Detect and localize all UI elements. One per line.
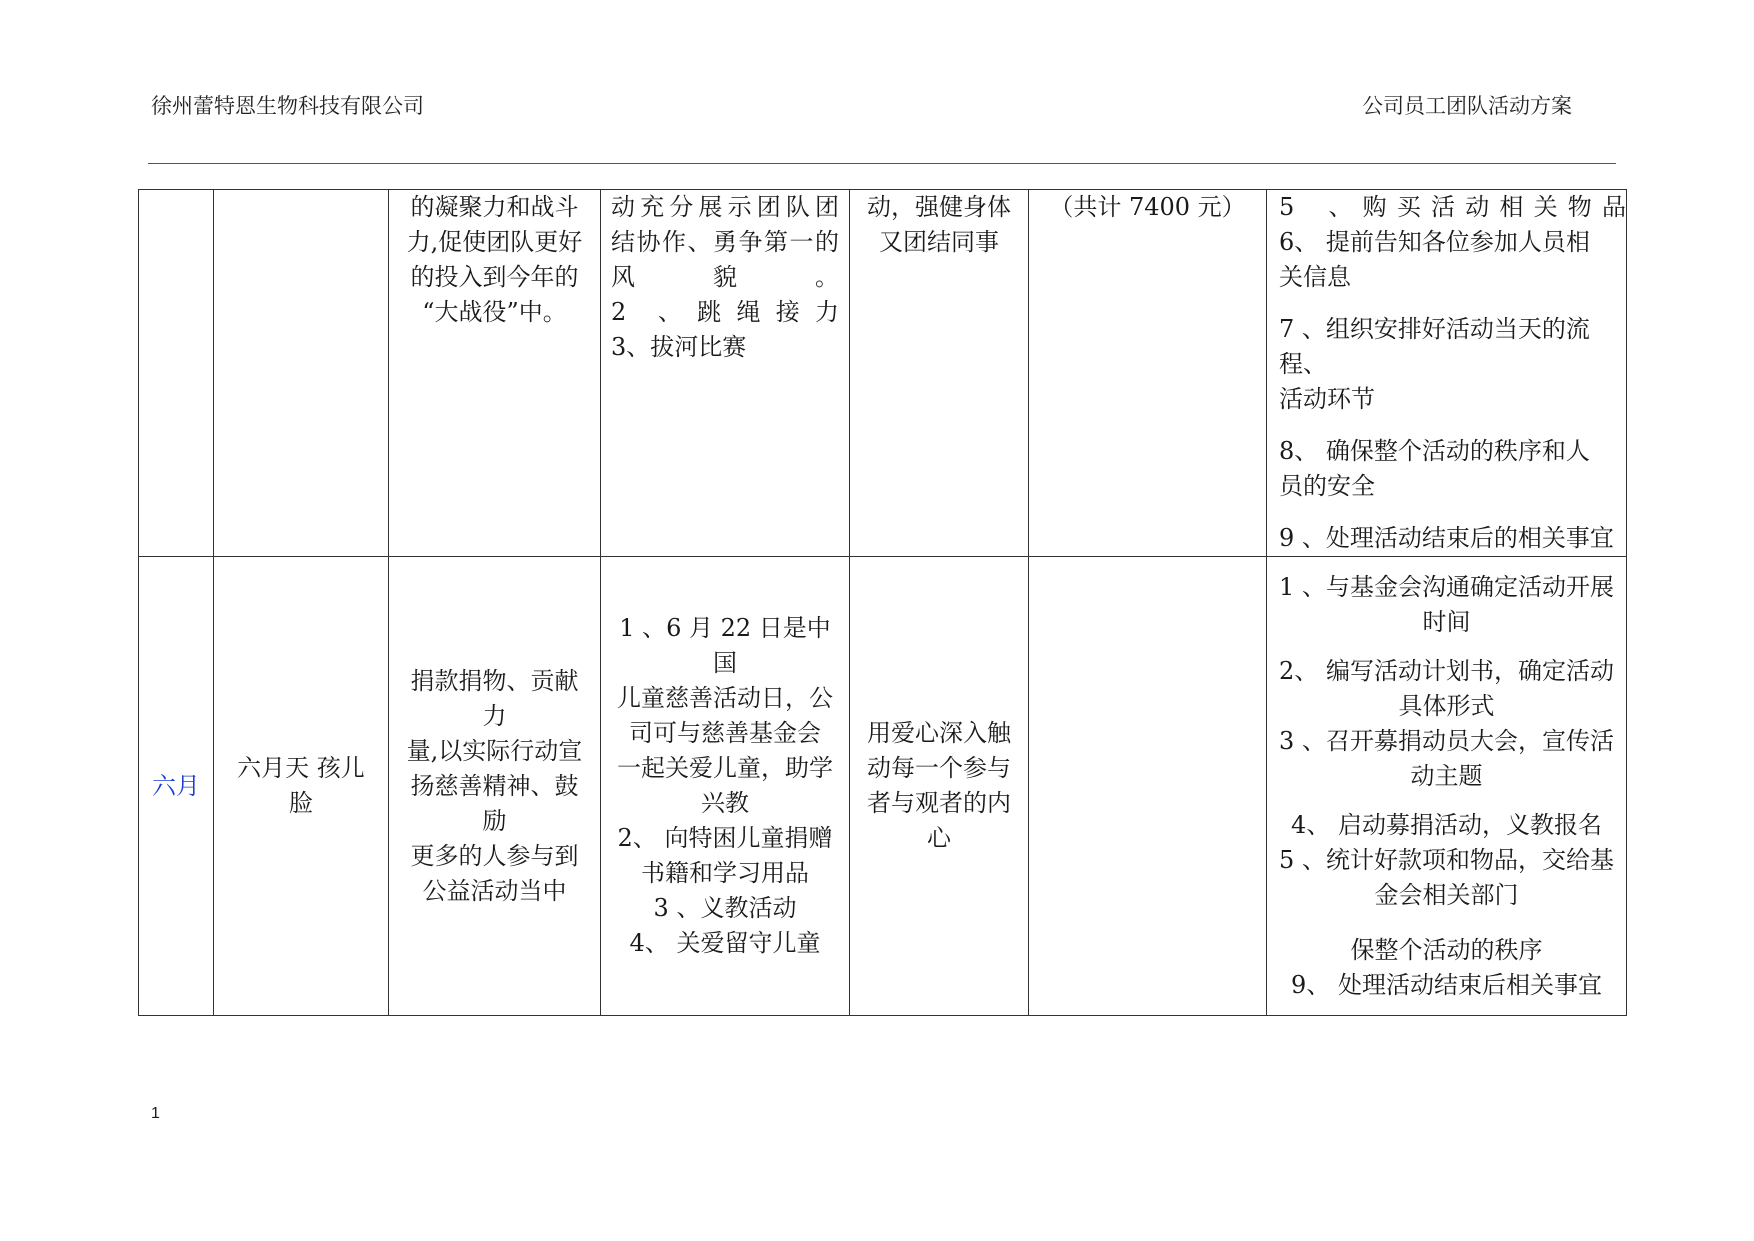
month-cell — [139, 190, 214, 557]
header-rule — [148, 163, 1616, 164]
step-item: 活动环节 — [1279, 385, 1375, 413]
budget-text: （共计 7400 元） — [1049, 193, 1246, 221]
step-item: 9、 处理活动结束后相关事宜 — [1291, 970, 1602, 999]
text-line: 结协作、勇争第一的 — [611, 228, 839, 256]
text-line: 的凝聚力和战斗 — [410, 193, 579, 221]
text-line: 动每一个参与 — [867, 754, 1011, 782]
text-line: 4、 关爱留守儿童 — [629, 929, 821, 957]
text-line: 扬慈善精神、鼓励 — [410, 771, 579, 835]
text-line: “大战役”中。 — [422, 298, 567, 326]
content-cell — [601, 557, 850, 1016]
table-row — [139, 557, 1627, 1016]
step-item: 保整个活动的秩序 — [1350, 935, 1543, 964]
steps-cell — [1267, 190, 1627, 557]
step-item: 1 、与基金会沟通确定活动开展 — [1279, 572, 1614, 601]
text-line: 兴教 — [701, 789, 749, 817]
text-line: 捐款捐物、贡献力 — [410, 666, 579, 730]
step-item: 关信息 — [1279, 263, 1351, 291]
text-line: 心 — [927, 824, 951, 852]
text-line: 的投入到今年的 — [410, 263, 579, 291]
step-item: 动主题 — [1410, 761, 1483, 790]
effect-cell — [850, 190, 1029, 557]
step-item: 员的安全 — [1279, 472, 1375, 500]
step-item: 时间 — [1422, 607, 1471, 636]
step-item: 3 、召开募捐动员大会，宣传活 — [1279, 726, 1614, 755]
text-line: 又团结同事 — [879, 228, 999, 256]
text-line: 动，强健身体 — [867, 193, 1011, 221]
text-line: 1 、6 月 22 日是中国 — [619, 614, 831, 677]
step-item: 5 、统计好款项和物品，交给基 — [1279, 845, 1614, 874]
theme-cell — [214, 557, 389, 1016]
header-company: 徐州蕾特恩生物科技有限公司 — [151, 94, 424, 118]
step-item: 9 、处理活动结束后的相关事宜 — [1279, 524, 1614, 552]
step-item: 8、 确保整个活动的秩序和人 — [1279, 437, 1590, 465]
text-line: 公益活动当中 — [422, 876, 567, 905]
text-line: 司可与慈善基金会 — [629, 719, 821, 747]
page-number: 1 — [151, 1105, 160, 1122]
text-line: 儿童慈善活动日，公 — [617, 684, 833, 712]
text-line: 六月天 孩儿 — [237, 754, 365, 782]
text-line: 用爱心深入触 — [867, 719, 1011, 747]
purpose-cell — [389, 190, 601, 557]
text-line: 3 、义教活动 — [653, 894, 797, 922]
step-item: 6、 提前告知各位参加人员相 — [1279, 228, 1590, 256]
budget-cell — [1029, 557, 1267, 1016]
month-label: 六月 — [152, 771, 200, 800]
text-line: 动充分展示团队团 — [611, 193, 839, 221]
theme-cell — [214, 190, 389, 557]
step-item: 2、 编写活动计划书，确定活动 — [1279, 656, 1614, 685]
step-item: 金会相关部门 — [1374, 880, 1519, 909]
text-line: 2、 向特困儿童捐赠 — [617, 824, 833, 852]
effect-cell — [850, 557, 1029, 1016]
steps-cell — [1267, 557, 1627, 1016]
text-line: 者与观者的内 — [867, 789, 1011, 817]
step-item: 7 、组织安排好活动当天的流程、 — [1279, 315, 1590, 378]
text-line: 量,以实际行动宣 — [406, 736, 583, 765]
content-cell — [601, 190, 850, 557]
step-item: 5 、 购 买 活 动 相 关 物 品 — [1279, 193, 1626, 221]
text-line: 3、拔河比赛 — [611, 333, 747, 361]
text-line: 2 、 跳 绳 接 力 — [611, 298, 839, 326]
month-cell — [139, 557, 214, 1016]
text-line: 更多的人参与到 — [410, 841, 579, 870]
text-line: 一起关爱儿童，助学 — [617, 754, 833, 782]
step-item: 4、 启动募捐活动，义教报名 — [1291, 810, 1602, 839]
text-line: 力,促使团队更好 — [406, 228, 583, 256]
step-item: 具体形式 — [1398, 691, 1495, 720]
text-line: 书籍和学习用品 — [641, 859, 809, 887]
table-row — [139, 190, 1627, 557]
budget-cell — [1029, 190, 1267, 557]
text-line: 风 貌 。 — [611, 263, 839, 291]
activity-plan-table — [138, 189, 1627, 1016]
header-doc-title: 公司员工团队活动方案 — [1362, 94, 1572, 118]
text-line: 脸 — [289, 789, 313, 817]
purpose-cell — [389, 557, 601, 1016]
